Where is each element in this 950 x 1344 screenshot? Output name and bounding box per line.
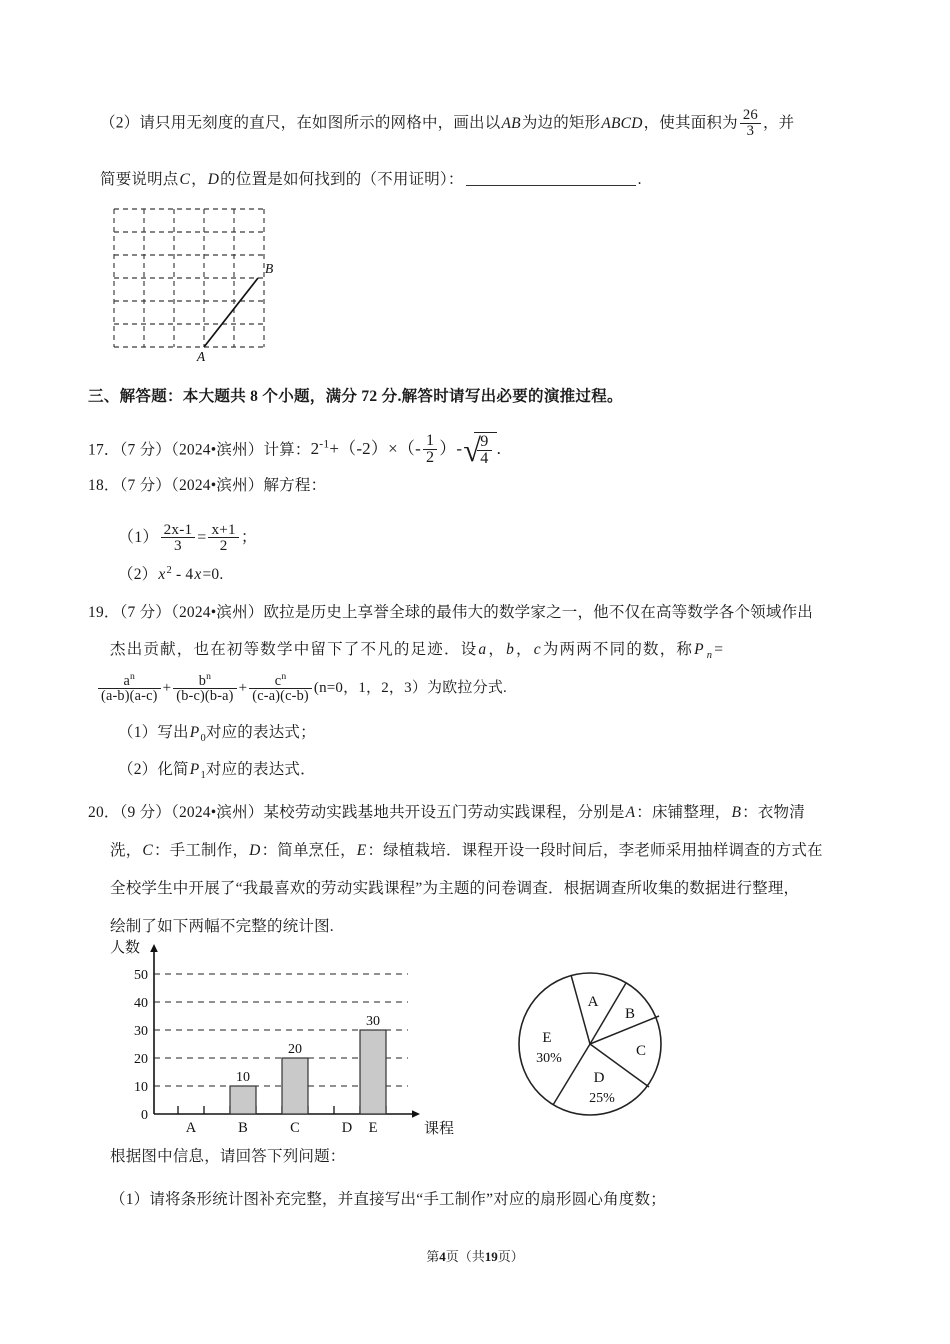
area-fraction xyxy=(740,108,761,140)
q16-line2-comma: ， xyxy=(191,171,207,188)
bar-ytick-50: 50 xyxy=(134,968,148,983)
grid-figure-with-segment xyxy=(108,203,274,364)
q17-period: . xyxy=(496,439,502,459)
footer-suffix: 页） xyxy=(497,1249,524,1264)
q20-line2-d: ：绿植栽培．课程开设一段时间后，李老师采用抽样调查的方式在 xyxy=(367,842,823,859)
euler-term-3-num xyxy=(249,672,312,690)
q18-sub2-var: x xyxy=(158,566,166,584)
segment-ab-label: AB xyxy=(501,114,521,132)
q17-plus-term: +（-2）×（- xyxy=(329,439,421,459)
bar-xlabel-c: C xyxy=(290,1120,300,1136)
q17-close: ）- xyxy=(439,439,463,459)
q19-equals: = xyxy=(714,641,725,658)
q18-sub2 xyxy=(118,566,223,583)
question-19-line1 xyxy=(88,605,813,621)
bar-e xyxy=(360,1030,386,1114)
footer-page-number: 4 xyxy=(439,1249,446,1264)
bar-xlabel-a: A xyxy=(185,1120,197,1136)
q20-after-charts: 根据图中信息，请回答下列问题： xyxy=(110,1148,346,1165)
q19-sub1-p-subscript: 0 xyxy=(200,733,206,745)
q18-prompt: 解方程： xyxy=(263,477,327,494)
bar-value-e: 30 xyxy=(366,1014,380,1029)
q19-var-a: a xyxy=(478,641,488,658)
euler-op-1: + xyxy=(162,679,172,696)
euler-term-2 xyxy=(173,672,236,705)
q19-pn: P xyxy=(694,641,705,658)
grid-dashed-lines xyxy=(114,209,264,347)
q20-score: （9 分） xyxy=(119,804,171,821)
q18-sub2-label: （2） xyxy=(118,566,158,584)
q16-part2-line1 xyxy=(100,108,794,140)
pie-percent-e: 30% xyxy=(536,1051,562,1066)
euler-t1-base: a xyxy=(123,672,131,689)
q18-rhs-num: x+1 xyxy=(208,522,238,539)
q19-sub1 xyxy=(118,725,316,745)
q19-line1-text: 欧拉是历史上享誉全球的最伟大的数学家之一，他不仅在高等数学各个领域作出 xyxy=(263,604,813,621)
q17-exponent: -1 xyxy=(319,437,330,451)
question-18 xyxy=(88,478,326,494)
q16-part2-text-tail: ，并 xyxy=(762,114,795,132)
q20-line2-c: ：简单烹任， xyxy=(261,842,356,859)
pie-label-c: C xyxy=(635,1043,647,1059)
footer-prefix: 第 xyxy=(426,1249,440,1264)
q18-sub2-tail: =0. xyxy=(202,566,224,584)
q19-sub2-p-subscript: 1 xyxy=(200,770,206,782)
bar-ytick-40: 40 xyxy=(134,996,148,1011)
grid-point-b-label: B xyxy=(265,261,274,276)
bar-b xyxy=(230,1086,256,1114)
q19-sub2-p: P xyxy=(189,761,200,778)
q17-radicand-den: 4 xyxy=(480,450,489,468)
q20-course-c: C xyxy=(142,842,153,859)
q17-half-num: 1 xyxy=(423,433,437,451)
q20-line1-c: ：衣物清 xyxy=(742,804,805,821)
q19-sub1-rest: 对应的表达式； xyxy=(205,724,316,741)
bar-xlabel-b: B xyxy=(238,1120,248,1136)
point-c-label: C xyxy=(179,171,191,188)
q20-course-a: A xyxy=(625,804,636,821)
question-19-line2: 杰出贡献，也在初等数学中留下了不凡的足迹．设a，b，c为两两不同的数，称P $_n$= xyxy=(110,641,725,662)
q20-course-d: D xyxy=(249,842,261,859)
q16-part2-line2 xyxy=(100,172,642,188)
euler-t1-den: (a-b)(a-c) xyxy=(101,688,158,705)
q19-sub2-rest: 对应的表达式． xyxy=(205,761,316,778)
euler-t2-base: b xyxy=(198,672,207,689)
pie-percent-d: 25% xyxy=(589,1091,615,1106)
q17-radicand-num: 9 xyxy=(477,434,491,452)
q20-line1-b: ：床铺整理， xyxy=(636,804,731,821)
pie-label-b: B xyxy=(624,1006,636,1022)
area-numerator: 26 xyxy=(740,108,761,124)
q18-rhs-den: 2 xyxy=(219,537,228,555)
q18-source: （2024•滨州） xyxy=(171,477,264,494)
bar-chart-y-arrow-icon xyxy=(150,944,158,952)
q18-sub2-var2: x xyxy=(194,566,202,584)
bar-ytick-0: 0 xyxy=(141,1108,148,1123)
euler-op-2: + xyxy=(238,679,248,696)
q16-part2-text-mid: 为边的矩形 xyxy=(521,114,601,132)
q19-sub2-label: （2）化简 xyxy=(118,761,189,778)
q19-number: 19． xyxy=(88,604,120,621)
q19-line2-text-a: 杰出贡献，也在初等数学中留下了不凡的足迹．设 xyxy=(110,641,478,658)
q18-number: 18． xyxy=(88,477,120,494)
bar-c xyxy=(282,1058,308,1114)
page-footer xyxy=(0,1246,950,1265)
question-17 xyxy=(88,432,501,469)
question-20-line4: 绘制了如下两幅不完整的统计图. xyxy=(110,918,334,935)
q16-part2-text-before: 请只用无刻度的直尺，在如图所示的网格中，画出以 xyxy=(139,114,501,132)
q19-pn-subscript: n xyxy=(706,650,714,662)
q17-score: （7 分） xyxy=(119,441,171,459)
bar-chart-x-arrow-icon xyxy=(412,1110,420,1118)
q17-base: 2 xyxy=(310,439,320,459)
segment-ab xyxy=(204,278,258,347)
q20-course-b: B xyxy=(731,804,742,821)
bar-chart-ytick-labels xyxy=(134,968,148,1123)
q17-prompt: 计算： xyxy=(263,441,311,459)
q18-lhs-num: 2x-1 xyxy=(161,522,196,539)
q19-euler-formula xyxy=(96,672,507,705)
question-20-line1 xyxy=(88,805,805,821)
point-d-label: D xyxy=(207,171,220,188)
q16-part2-text-after: ，使其面积为 xyxy=(643,114,738,132)
pie-label-d: D xyxy=(593,1070,605,1086)
q18-rhs-fraction xyxy=(208,522,238,555)
answer-blank-rule[interactable] xyxy=(466,184,636,186)
q17-number: 17． xyxy=(88,441,120,459)
area-denominator: 3 xyxy=(746,122,755,139)
q16-part2-label: （2） xyxy=(100,114,140,132)
euler-t3-base: c xyxy=(274,672,282,689)
pie-label-e: E xyxy=(542,1030,552,1046)
grid-point-a-label: A xyxy=(196,349,206,364)
q19-sub2 xyxy=(118,762,316,782)
pie-label-a: A xyxy=(587,994,599,1010)
pie-chart-course-percentages xyxy=(495,958,685,1133)
q16-line2-text-a: 简要说明点 xyxy=(100,171,179,188)
q18-sub1 xyxy=(118,522,257,555)
euler-term-3 xyxy=(249,672,312,705)
bar-value-c: 20 xyxy=(288,1042,302,1057)
euler-t2-exp: n xyxy=(206,670,212,682)
bar-ytick-10: 10 xyxy=(134,1080,148,1095)
question-20-line3: 全校学生中开展了“我最喜欢的劳动实践课程”为主题的问卷调查．根据调查所收集的数据进行整理， xyxy=(110,880,800,897)
q19-sub1-label: （1）写出 xyxy=(118,724,189,741)
q18-score: （7 分） xyxy=(119,477,171,494)
q20-sub1: （1）请将条形统计图补充完整，并直接写出“手工制作”对应的扇形圆心角度数； xyxy=(110,1191,666,1208)
q20-line1-a: 某校劳动实践基地共开设五门劳动实践课程，分别是 xyxy=(263,804,625,821)
footer-total-pages: 19 xyxy=(484,1249,498,1264)
q18-sub1-tail: ； xyxy=(240,529,258,547)
euler-term-1-num xyxy=(98,672,161,690)
q20-source: （2024•滨州） xyxy=(171,804,264,821)
q20-line2-b: ：手工制作， xyxy=(153,842,249,859)
q17-source: （2024•滨州） xyxy=(171,441,264,459)
q17-radicand xyxy=(474,432,496,469)
q18-lhs-den: 3 xyxy=(174,537,182,555)
bar-xlabel-e: E xyxy=(368,1120,378,1136)
q17-half-den: 2 xyxy=(425,449,435,467)
q18-sub2-rest: - 4 xyxy=(171,566,194,584)
euler-term-1 xyxy=(98,672,161,705)
bar-xlabel-d: D xyxy=(341,1120,353,1136)
euler-t3-den: (c-a)(c-b) xyxy=(252,688,309,705)
bar-chart-course-counts xyxy=(108,936,468,1136)
q16-line2-text-b: 的位置是如何找到的（不用证明）： xyxy=(220,171,464,188)
q20-number: 20． xyxy=(88,804,120,821)
q19-sub1-p: P xyxy=(189,724,200,741)
q17-half-fraction xyxy=(423,433,437,468)
q19-score: （7 分） xyxy=(119,604,171,621)
euler-t2-den: (b-c)(b-a) xyxy=(176,688,234,705)
q18-sub1-label: （1） xyxy=(118,529,159,547)
q19-source: （2024•滨州） xyxy=(171,604,264,621)
euler-term-2-num xyxy=(173,672,236,690)
section-3-heading: 三、解答题：本大题共 8 个小题，满分 72 分.解答时请写出必要的演推过程。 xyxy=(88,388,623,405)
euler-formula-tail: (n=0，1，2，3）为欧拉分式. xyxy=(313,679,507,696)
euler-t1-exp: n xyxy=(130,670,136,682)
q17-radical xyxy=(463,432,496,469)
bar-chart-bars xyxy=(230,1030,386,1114)
footer-mid: 页（共 xyxy=(445,1249,485,1264)
q19-var-c: c xyxy=(533,641,542,658)
question-20-line2 xyxy=(110,843,823,859)
euler-t3-exp: n xyxy=(281,670,287,682)
bar-chart-ylabel: 人数 xyxy=(110,940,141,956)
bar-ytick-20: 20 xyxy=(134,1052,148,1067)
q20-line2-a: 洗， xyxy=(110,842,142,859)
rect-abcd-label: ABCD xyxy=(601,114,643,132)
q16-line2-end: . xyxy=(637,171,642,188)
q18-sub2-exponent: 2 xyxy=(166,565,172,576)
q18-equals: = xyxy=(197,529,207,547)
q17-radicand-fraction xyxy=(477,434,491,469)
q19-line2-text-b: 为两两不同的数，称 xyxy=(542,641,694,658)
bar-ytick-30: 30 xyxy=(134,1024,148,1039)
q20-course-e: E xyxy=(356,842,367,859)
q18-lhs-fraction xyxy=(161,522,196,555)
bar-chart-xlabel: 课程 xyxy=(424,1121,455,1137)
radical-sign-icon: √ xyxy=(463,432,482,469)
bar-chart-xtick-labels xyxy=(186,1120,378,1136)
q19-var-b: b xyxy=(506,641,516,658)
bar-value-b: 10 xyxy=(236,1070,250,1085)
